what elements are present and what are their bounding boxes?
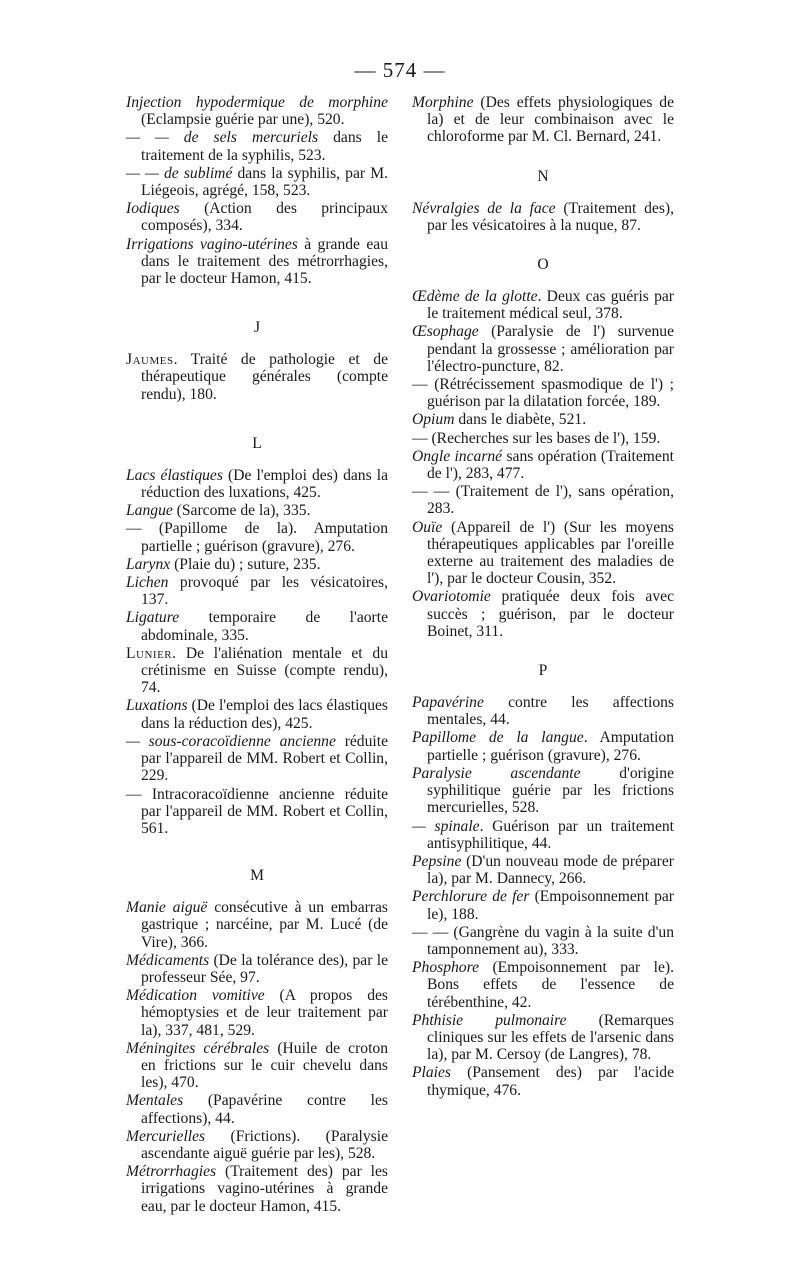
index-entry (412, 924, 674, 958)
index-entry (412, 588, 674, 640)
page-number: — 574 — (354, 58, 446, 82)
entry-term: — — de sublimé (126, 164, 233, 182)
entry-term: — sous-coracoïdienne ancienne (126, 732, 336, 750)
section-letter: L (252, 434, 262, 452)
index-entry (126, 467, 388, 501)
index-entry (412, 1012, 674, 1064)
index-entry (126, 786, 388, 838)
index-entry (126, 697, 388, 731)
index-entry (126, 987, 388, 1039)
index-entry (412, 959, 674, 1011)
entry-term: Mentales (126, 1092, 184, 1110)
entry-term: Langue (126, 502, 173, 520)
entry-term: — — de sels mercuriels (126, 129, 319, 147)
index-entry (412, 694, 674, 728)
entry-term: Larynx (126, 555, 171, 573)
entry-text: (Eclampsie guérie par une), 520. (141, 111, 345, 129)
index-entry (126, 94, 388, 128)
index-entry (126, 1163, 388, 1215)
entry-text: — — (Traitement de l'), sans opération, 283. (412, 483, 674, 518)
index-entry (412, 411, 674, 428)
index-entry (412, 818, 674, 852)
entry-text: (De l'emploi des lacs élastiques dans la réduction des), 425. (141, 697, 388, 732)
entry-term: — spinale (412, 817, 480, 835)
index-entry (126, 236, 388, 288)
entry-text: (Pansement des) par l'acide thymique, 476. (427, 1064, 674, 1099)
index-entry (126, 200, 388, 234)
entry-text: consécutive à un embarras gastrique ; narcéine, par M. Lucé (de Vire), 366. (141, 899, 389, 951)
index-entry (126, 574, 388, 608)
entry-term: Papavérine (412, 694, 484, 712)
entry-text: temporaire de l'aorte abdominale, 335. (141, 609, 388, 644)
index-entry (126, 952, 388, 986)
entry-text: réduite par l'appareil de MM. Robert et Collin, 229. (141, 732, 388, 785)
index-entry (126, 1128, 388, 1162)
entry-term: Médicaments (126, 951, 210, 969)
index-entry (126, 1040, 388, 1092)
left-column (126, 94, 388, 1216)
entry-term: Ouïe (412, 518, 443, 536)
entry-term: Injection hypodermique de morphine (126, 94, 388, 111)
entry-text: (Sarcome de la), 335. (172, 502, 311, 520)
index-entry (412, 765, 674, 817)
entry-term: Pepsine (412, 852, 462, 870)
entry-text: pratiquée deux fois avec succès ; guérison, par le docteur Boinet, 311. (427, 588, 674, 640)
entry-text: (De la tolérance des), par le professeur Sée, 97. (141, 951, 388, 986)
entry-text: (Huile de croton en frictions sur le cuir chevelu dans les), 470. (141, 1039, 388, 1092)
index-entry (126, 1092, 388, 1126)
entry-term: Papillome de la langue (412, 729, 584, 747)
entry-text: — (Recherches sur les bases de l'), 159. (412, 429, 661, 447)
entry-term: Ongle incarné (412, 447, 503, 465)
index-entry (412, 729, 674, 763)
entry-term: Lichen (126, 574, 169, 592)
index-entry (412, 288, 674, 322)
index-entry (126, 733, 388, 785)
entry-text: (Plaie du) ; suture, 235. (170, 555, 321, 573)
entry-text: (Paralysie de l') survenue pendant la grossesse ; amélioration par l'électro-puncture, 82. (427, 323, 674, 375)
entry-text: (Frictions). (Paralysie ascendante aiguë guérie par les), 528. (141, 1127, 388, 1162)
entry-term: Iodiques (126, 200, 180, 218)
entry-text: . Guérison par un traitement antisyphilitique, 44. (427, 817, 674, 852)
index-entry (412, 376, 674, 410)
index-entry (126, 502, 388, 519)
entry-text: — Intracoracoïdienne ancienne réduite par l'appareil de MM. Robert et Collin, 561. (126, 785, 388, 837)
entry-term: Phthisie pulmonaire (412, 1011, 567, 1029)
index-entry (126, 645, 388, 697)
entry-term: Paralysie ascendante (412, 764, 581, 782)
entry-text: provoqué par les vésicatoires, 137. (141, 574, 388, 609)
entry-text: (Traitement des), par les vésicatoires à la nuque, 87. (427, 199, 674, 234)
index-entry (412, 323, 674, 375)
index-entry (126, 129, 388, 163)
entry-text: — (Rétrécissement spasmodique de l') ; guérison par la dilatation forcée, 189. (412, 376, 674, 411)
index-entry (412, 94, 674, 146)
entry-text: (A propos des hémoptysies et de leur traitement par la), 337, 481, 529. (141, 987, 388, 1039)
entry-term: Manie aiguë (126, 899, 208, 917)
index-entry (412, 888, 674, 922)
entry-text: dans le diabète, 521. (454, 411, 587, 429)
entry-text: sans opération (Traitement de l'), 283, 477. (427, 447, 674, 483)
entry-text: à grande eau dans le traitement des métrorrhagies, par le docteur Hamon, 415. (141, 235, 388, 288)
entry-text: (Empoisonnement par le), 188. (427, 888, 674, 923)
right-column (412, 94, 674, 1100)
entry-term: Méningites cérébrales (126, 1039, 270, 1057)
entry-term: Ovariotomie (412, 588, 491, 606)
entry-text: d'origine syphilitique guérie par les frictions mercurielles, 528. (427, 764, 674, 817)
index-entry (412, 430, 674, 447)
entry-term: Plaies (412, 1064, 451, 1082)
entry-text: (Papavérine contre les affections), 44. (141, 1092, 388, 1127)
entry-text: (De l'emploi des) dans la réduction des luxations, 425. (141, 466, 388, 502)
index-entry (126, 899, 388, 951)
entry-term: Jaumes (126, 351, 174, 369)
section-letter: O (537, 256, 549, 274)
entry-term: Mercurielles (126, 1127, 206, 1145)
entry-text: dans le traitement de la syphilis, 523. (141, 129, 388, 164)
entry-text: (Action des principaux composés), 334. (141, 200, 388, 235)
section-letter: M (250, 867, 264, 885)
index-entry (412, 853, 674, 887)
section-letter: P (538, 662, 548, 680)
entry-text: (Appareil de l') (Sur les moyens thérapeutiques applicables par l'oreille externe au traitement des maladies de l'), par le docteur Cousin, 352. (427, 518, 674, 588)
entry-term: Phosphore (412, 959, 479, 977)
index-entry (412, 200, 674, 234)
entry-text: — (Papillome de la). Amputation partielle ; guérison (gravure), 276. (126, 520, 388, 555)
index-entry (126, 351, 388, 403)
entry-term: Morphine (412, 94, 474, 111)
index-entry (412, 483, 674, 517)
entry-term: Luxations (126, 697, 188, 715)
entry-text: — — (Gangrène du vagin à la suite d'un tamponnement au), 333. (412, 923, 674, 958)
entry-text: . Deux cas guéris par le traitement médical seul, 378. (427, 288, 674, 323)
entry-term: Médication vomitive (126, 987, 265, 1005)
index-entry (126, 609, 388, 643)
entry-text: (Empoisonnement par le). Bons effets de l'essence de térébenthine, 42. (427, 959, 674, 1011)
entry-text: . Amputation partielle ; guérison (gravure), 276. (427, 729, 674, 764)
entry-text: . Traité de pathologie et de thérapeutique générales (compte rendu), 180. (141, 351, 388, 403)
index-entry (126, 165, 388, 199)
index-entry (126, 556, 388, 573)
entry-term: Œdème de la glotte (412, 288, 538, 306)
entry-term: Irrigations vagino-utérines (126, 235, 298, 253)
index-entry (412, 519, 674, 588)
entry-term: Névralgies de la face (412, 199, 556, 217)
entry-text: (D'un nouveau mode de préparer la), par M. Dannecy, 266. (427, 852, 674, 888)
entry-text: contre les affections mentales, 44. (427, 694, 674, 729)
entry-term: Œsophage (412, 323, 479, 341)
index-entry (412, 1064, 674, 1098)
entry-term: Lacs élastiques (126, 466, 223, 484)
index-entry (412, 448, 674, 482)
index-entry (126, 520, 388, 554)
section-letter: N (537, 167, 549, 185)
section-letter: J (253, 319, 261, 337)
entry-text: (Traitement des) par les irrigations vagino-utérines à grande eau, par le docteur Hamon, 415. (141, 1163, 388, 1215)
entry-text: . De l'aliénation mentale et du crétinisme en Suisse (compte rendu), 74. (141, 644, 388, 697)
entry-text: dans la syphilis, par M. Liégeois, agrégé, 158, 523. (141, 164, 388, 200)
entry-text: (Des effets physiologiques de la) et de leur combinaison avec le chloroforme par M. Cl. Bernard, 241. (427, 94, 674, 146)
entry-term: Lunier (126, 644, 173, 662)
entry-term: Ligature (126, 609, 180, 627)
entry-text: (Remarques cliniques sur les effets de l'arsenic dans la), par M. Cersoy (de Langres), 78. (427, 1011, 674, 1064)
entry-term: Métrorrhagies (126, 1163, 217, 1181)
entry-term: Opium (412, 411, 455, 429)
entry-term: Perchlorure de fer (412, 888, 530, 906)
